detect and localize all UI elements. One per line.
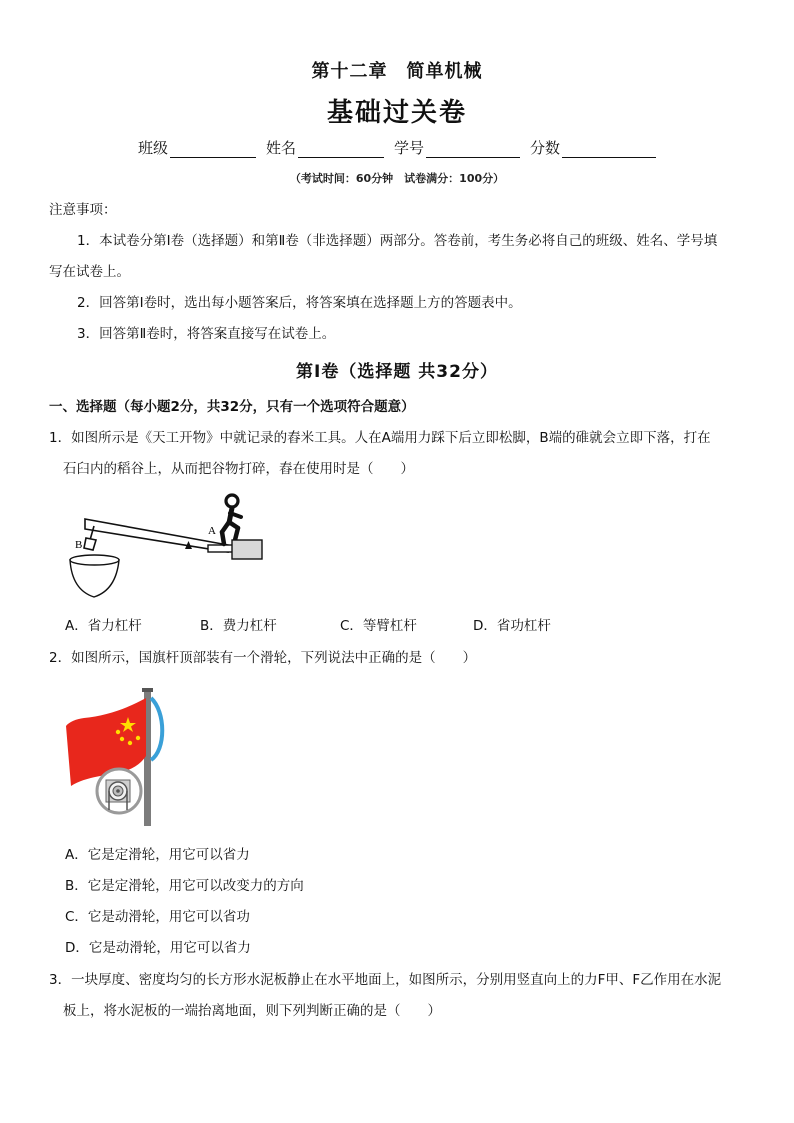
q2-option-b[interactable]: B．它是定滑轮，用它可以改变力的方向 [65, 878, 304, 894]
label-a: A [208, 525, 216, 537]
person-icon [222, 495, 241, 544]
label-b: B [75, 539, 83, 551]
class-field[interactable] [138, 137, 256, 158]
class-label: 班级 [137, 139, 168, 157]
q1-option-d[interactable]: D．省功杠杆 [473, 618, 551, 634]
mortar-rim [70, 555, 119, 565]
pestle-head [84, 538, 96, 550]
paper-title: 基础过关卷 [326, 98, 467, 128]
small-star-icon [136, 736, 140, 740]
name-label: 姓名 [265, 139, 296, 157]
name-field[interactable] [266, 137, 384, 158]
note-1-line-1: 1．本试卷分第Ⅰ卷（选择题）和第Ⅱ卷（非选择题）两部分。答卷前，考生务必将自己的班级、姓名、学号填 [77, 233, 718, 249]
q2-option-c[interactable]: C．它是动滑轮，用它可以省功 [65, 909, 250, 925]
time-info: （考试时间：60分钟 试卷满分：100分） [289, 172, 505, 185]
student-id-label: 学号 [394, 139, 425, 157]
step-box [232, 540, 262, 559]
score-field[interactable] [530, 137, 656, 158]
q3-stem-line-1: 3．一块厚度、密度均匀的长方形水泥板静止在水平地面上，如图所示，分别用竖直向上的力F甲、F乙作用在水泥 [49, 972, 722, 988]
small-star-icon [120, 737, 124, 741]
student-info-row [0, 137, 794, 158]
rope-arc [151, 698, 162, 760]
notes-heading: 注意事项： [49, 202, 117, 218]
note-1-line-2: 写在试卷上。 [49, 264, 130, 280]
q2-option-d[interactable]: D．它是动滑轮，用它可以省力 [65, 940, 251, 956]
chapter-title: 第十二章 简单机械 [311, 61, 483, 82]
student-id-blank[interactable] [426, 141, 520, 158]
student-id-field[interactable] [394, 137, 520, 158]
small-star-icon [128, 741, 132, 745]
flagpole-top [142, 688, 153, 692]
q2-flagpole-pulley-figure [62, 688, 166, 828]
note-2: 2．回答第Ⅰ卷时，选出每小题答案后，将答案填在选择题上方的答题表中。 [77, 295, 522, 311]
q3-stem-line-2: 板上，将水泥板的一端抬离地面，则下列判断正确的是（ ） [63, 1003, 441, 1019]
q1-option-c[interactable]: C．等臂杠杆 [340, 618, 417, 634]
small-star-icon [116, 730, 120, 734]
q1-option-b[interactable]: B．费力杠杆 [200, 618, 277, 634]
note-3: 3．回答第Ⅱ卷时，将答案直接写在试卷上。 [77, 326, 336, 342]
q2-option-a[interactable]: A．它是定滑轮，用它可以省力 [65, 847, 250, 863]
q1-stem-line-2: 石臼内的稻谷上，从而把谷物打碎，舂在使用时是（ ） [63, 461, 414, 477]
lever-beam [85, 519, 228, 552]
score-blank[interactable] [562, 141, 656, 158]
name-blank[interactable] [298, 141, 384, 158]
q1-stem-line-1: 1．如图所示是《天工开物》中就记录的舂米工具。人在A端用力踩下后立即松脚，B端的碓就会立即下落，打在 [49, 430, 711, 446]
part-one-title: 第Ⅰ卷（选择题 共32分） [296, 362, 498, 382]
q2-stem: 2．如图所示，国旗杆顶部装有一个滑轮，下列说法中正确的是（ ） [49, 650, 477, 666]
q1-option-a[interactable]: A．省力杠杆 [65, 618, 142, 634]
q1-pestle-lever-figure [60, 488, 270, 600]
score-label: 分数 [530, 139, 561, 157]
section-heading: 一、选择题（每小题2分，共32分，只有一个选项符合题意） [49, 399, 415, 415]
class-blank[interactable] [170, 141, 256, 158]
